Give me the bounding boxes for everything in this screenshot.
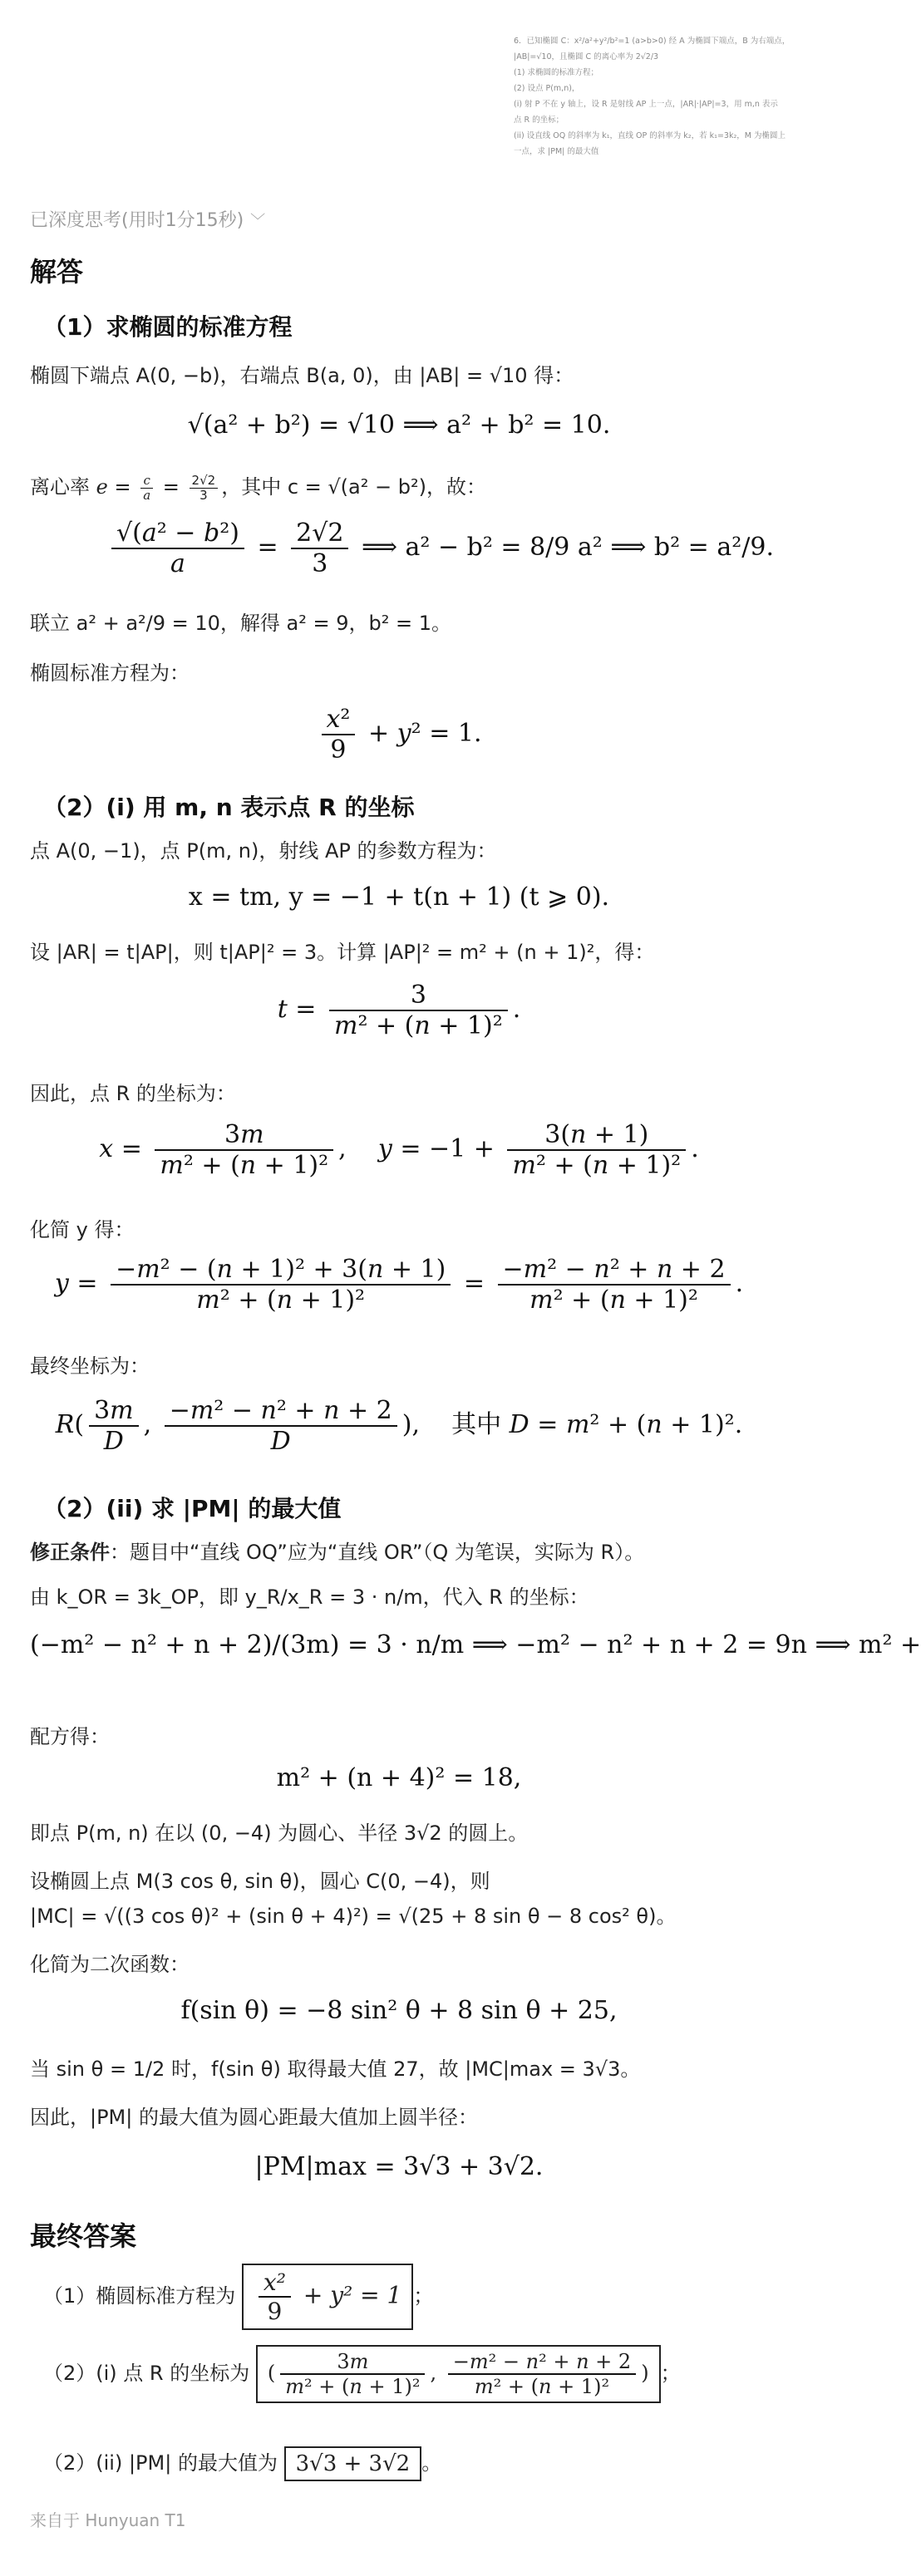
thumb-line: (i) 射 P 不在 y 轴上，设 R 是射线 AP 上一点，|AR|·|AP|=3，用 m,n 表示	[514, 100, 778, 109]
answer-heading: 解答	[30, 256, 84, 288]
thumb-line: (1) 求椭圆的标准方程；	[514, 68, 598, 77]
thumb-line: |AB|=√10，且椭圆 C 的离心率为 2√2/3	[514, 52, 659, 61]
final-answer-1-label: （1）椭圆标准方程为	[43, 2284, 236, 2308]
part2ii-eq3: f(sin θ) = −8 sin² θ + 8 sin θ + 25,	[180, 1996, 618, 2025]
part1-line2: 离心率 e = $\frac{c}{a}$ = $\frac{2√2}{3}$ ，其中 c = √(a² − b²)，故：	[30, 472, 486, 503]
thumb-line: (ii) 设直线 OQ 的斜率为 k₁，直线 OP 的斜率为 k₂，若 k₁=3k₂，M 为椭圆上	[514, 131, 786, 140]
chevron-down-icon: ﹀	[250, 213, 266, 230]
part2ii-eq2: m² + (n + 4)² = 18,	[276, 1763, 522, 1792]
source-footer: 来自于 Hunyuan T1	[30, 2510, 186, 2530]
thumb-line: 6．已知椭圆 C：x²/a²+y²/b²=1 (a>b>0) 经 A 为椭圆下端点，B 为右端点，	[514, 37, 790, 46]
part2ii-line1: 由 k_OR = 3k_OP，即 y_R/x_R = 3 · n/m，代入 R 的坐标：	[30, 1585, 589, 1609]
part1-heading: （1）求椭圆的标准方程	[43, 313, 293, 341]
correction-text: ：题目中“直线 OQ”应为“直线 OR”（Q 为笔误，实际为 R）。	[110, 1541, 645, 1564]
part2ii-eq4: |PM|max = 3√3 + 3√2.	[254, 2152, 544, 2181]
part1-eq1: √(a² + b²) = √10 ⟹ a² + b² = 10.	[187, 410, 611, 440]
final-answer-2	[43, 2345, 681, 2403]
part2i-line2: 设 |AR| = t|AP|，则 t|AP|² = 3。计算 |AP|² = m² + (n + 1)²，得：	[30, 941, 655, 964]
thinking-status-text: 已深度思考(用时1分15秒)	[30, 210, 244, 231]
final-answer-2-box: ( $\frac{3m}{\text{m² + (n + 1)²}}$ , $\frac{\text{−m² − n² + n + 2}}{\text{m² + (n + 1)²}}$ )	[256, 2345, 661, 2403]
part2i-eq3: x = $\frac{3m}{\text{m² + (n + 1)²}}$ , y = −1 + $\frac{3(n + 1)}{\text{m² + (n + 1)²}}$ .	[99, 1120, 699, 1180]
final-answer-2-label: （2）(i) 点 R 的坐标为	[43, 2362, 250, 2385]
part1-line2-suffix: ，其中 c = √(a² − b²)，故：	[221, 475, 486, 499]
part2ii-eq1: (−m² − n² + n + 2)/(3m) = 3 · n/m ⟹ −m² − n² + n + 2 = 9n ⟹ m² +	[30, 1630, 921, 1659]
question-thumbnail[interactable]	[514, 33, 790, 160]
period: 。	[421, 2451, 442, 2475]
part2ii-line8: 因此，|PM| 的最大值为圆心距最大值加上圆半径：	[30, 2106, 478, 2129]
part1-eq2: $\frac{\text{√(a² − b²)}}{a}$ = $\frac{2√2}{3}$ ⟹ a² − b² = 8/9 a² ⟹ b² = a²/9.	[106, 519, 774, 578]
part2i-line1: 点 A(0, −1)，点 P(m, n)，射线 AP 的参数方程为：	[30, 839, 497, 863]
correction-label: 修正条件	[30, 1541, 110, 1564]
final-answer-3	[43, 2446, 441, 2481]
thinking-toggle[interactable]	[30, 206, 265, 232]
part1-line3: 联立 a² + a²/9 = 10，解得 a² = 9，b² = 1。	[30, 612, 451, 635]
part2ii-heading: （2）(ii) 求 |PM| 的最大值	[43, 1495, 342, 1522]
part2i-line5: 最终坐标为：	[30, 1354, 150, 1378]
part2i-line3: 因此，点 R 的坐标为：	[30, 1082, 236, 1105]
part1-line2-prefix: 离心率	[30, 475, 90, 499]
part1-eq2-tail: ⟹ a² − b² = 8/9 a² ⟹ b² = a²/9.	[361, 533, 774, 562]
part2i-eq4: y = $\frac{\text{−m² − (n + 1)² + 3(n + 1)}}{\text{m² + (n + 1)²}}$ = $\frac{\text{−m² − n² + n + 2}}{\text{m² + (n + 1)²}}$ .	[54, 1255, 744, 1315]
part2i-eq2: t = $\frac{3}{\text{m² + (n + 1)²}}$ .	[277, 981, 521, 1040]
part2ii-line4: 设椭圆上点 M(3 cos θ, sin θ)，圆心 C(0, −4)，则	[30, 1870, 490, 1893]
final-answer-3-box: 3√3 + 3√2	[284, 2446, 422, 2481]
part2i-eq1: x = tm, y = −1 + t(n + 1) (t ⩾ 0).	[188, 882, 610, 912]
part1-eq3: $\frac{\text{x²}}{9}$ + y² = 1.	[0, 705, 798, 764]
part2i-line4: 化简 y 得：	[30, 1218, 135, 1241]
final-answer-3-label: （2）(ii) |PM| 的最大值为	[43, 2451, 278, 2475]
final-heading: 最终答案	[30, 2220, 137, 2252]
part2ii-line6: 化简为二次函数：	[30, 1953, 190, 1976]
final-answer-1-box: $\frac{\text{x²}}{9}$ + y² = 1	[242, 2264, 413, 2330]
part2i-heading: （2）(i) 用 m, n 表示点 R 的坐标	[43, 794, 415, 821]
part2ii-line3: 即点 P(m, n) 在以 (0, −4) 为圆心、半径 3√2 的圆上。	[30, 1821, 529, 1845]
semicolon: ；	[660, 2362, 681, 2385]
thumb-line: (2) 设点 P(m,n)，	[514, 84, 580, 93]
part2ii-correction	[30, 1536, 644, 1565]
part2ii-line5: |MC| = √((3 cos θ)² + (sin θ + 4)²) = √(25 + 8 sin θ − 8 cos² θ)。	[30, 1905, 677, 1928]
part2ii-line7: 当 sin θ = 1/2 时，f(sin θ) 取得最大值 27，故 |MC|max = 3√3。	[30, 2057, 641, 2081]
final-answer-1	[43, 2264, 433, 2330]
part2ii-line2: 配方得：	[30, 1725, 110, 1748]
part2i-eq5: R( $\frac{3m}{D}$ , $\frac{\text{−m² − n² + n + 2}}{D}$ ), 其中 D = m² + (n + 1)².	[55, 1396, 743, 1456]
part1-line4: 椭圆标准方程为：	[30, 661, 190, 685]
part1-line1: 椭圆下端点 A(0, −b)，右端点 B(a, 0)，由 |AB| = √10 得：	[30, 364, 574, 387]
thumb-line: 点 R 的坐标；	[514, 116, 564, 125]
thumb-line: 一点，求 |PM| 的最大值	[514, 147, 599, 156]
semicolon: ；	[413, 2284, 434, 2308]
